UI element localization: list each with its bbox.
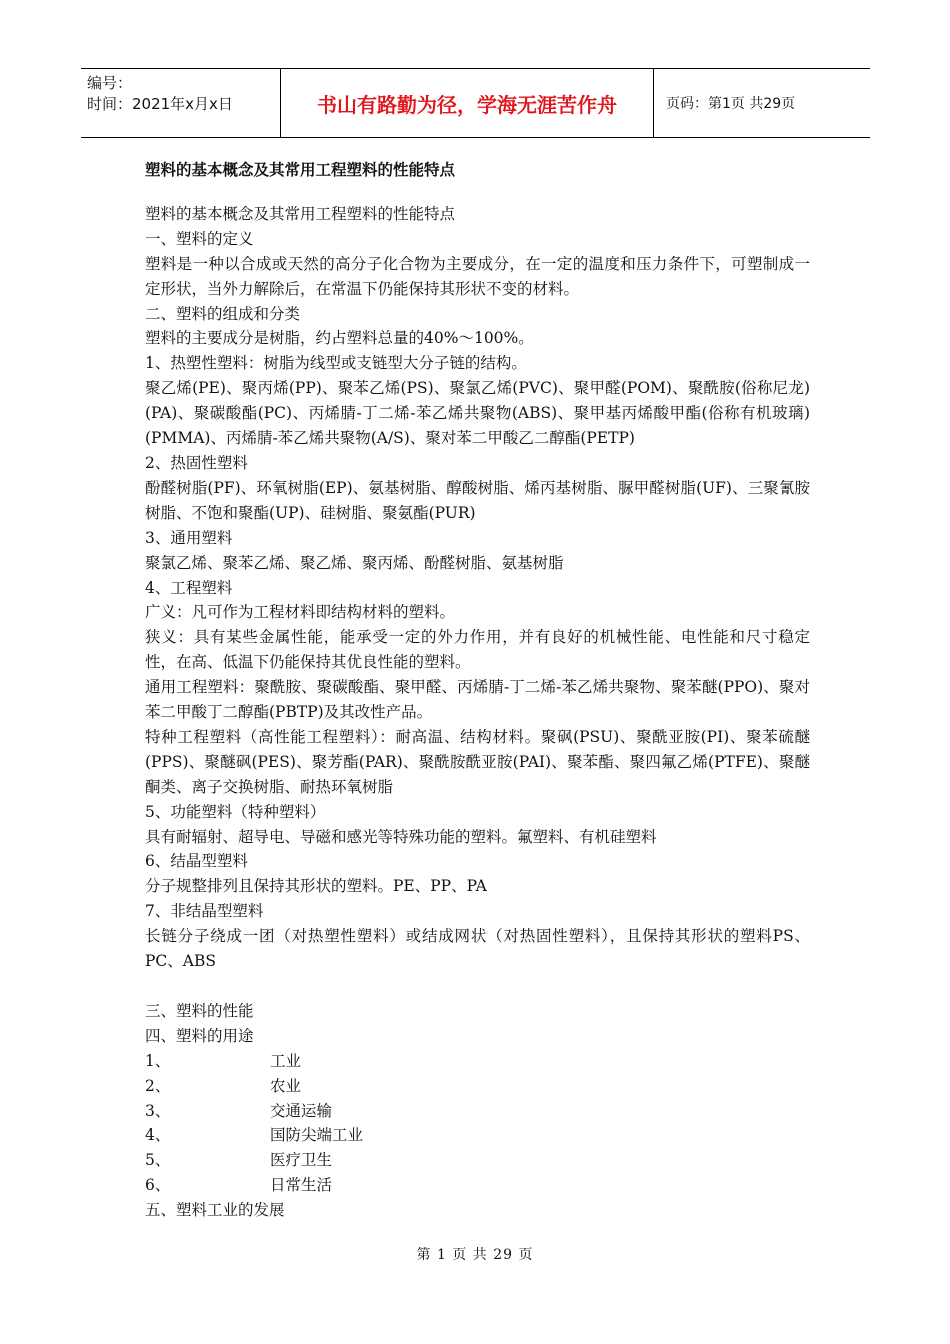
paragraph-line: 5、功能塑料（特种塑料） <box>145 802 326 821</box>
page-header <box>81 68 870 138</box>
list-item-text: 国防尖端工业 <box>270 1126 364 1145</box>
blank-line <box>145 974 810 999</box>
paragraph-line: 聚乙烯(PE)、聚丙烯(PP)、聚苯乙烯(PS)、聚氯乙烯(PVC)、聚甲醛(POM)、聚酰胺(俗称尼龙)(PA)、聚碳酸酯(PC)、丙烯腈-丁二烯-苯乙烯共聚物(ABS)、聚甲基丙烯酸甲酯(俗称有机玻璃)(PMMA)、丙烯腈-苯乙烯共聚物(A/S)、聚对苯二甲酸乙二醇酯(PETP) <box>145 379 810 448</box>
paragraph-line: 通用工程塑料：聚酰胺、聚碳酸酯、聚甲醛、丙烯腈-丁二烯-苯乙烯共聚物、聚苯醚(PPO)、聚对苯二甲酸丁二醇酯(PBTP)及其改性产品。 <box>145 678 810 722</box>
paragraph-line: 4、工程塑料 <box>145 578 233 597</box>
time-label: 时间：2021年x月x日 <box>87 95 233 113</box>
paragraph-line: 二、塑料的组成和分类 <box>145 304 301 323</box>
list-item-number: 1、 <box>145 1051 171 1070</box>
paragraph-line: 3、通用塑料 <box>145 528 233 547</box>
header-motto: 书山有路勤为径，学海无涯苦作舟 <box>281 69 654 137</box>
list-item-number: 3、 <box>145 1101 171 1120</box>
list-item <box>145 1148 810 1173</box>
list-item <box>145 1049 810 1074</box>
paragraph-line: 2、热固性塑料 <box>145 453 248 472</box>
page-footer: 第 1 页 共 29 页 <box>416 1247 534 1263</box>
list-item-number: 5、 <box>145 1151 171 1170</box>
paragraph-line: 四、塑料的用途 <box>145 1026 254 1045</box>
section-headings <box>145 999 810 1049</box>
list-item <box>145 1074 810 1099</box>
list-item-text: 日常生活 <box>270 1176 333 1195</box>
list-item-text: 农业 <box>270 1076 302 1095</box>
list-item-text: 交通运输 <box>270 1101 333 1120</box>
list-item-number: 6、 <box>145 1176 171 1195</box>
paragraph-line: 7、非结晶型塑料 <box>145 902 264 921</box>
paragraph-line: 广义：凡可作为工程材料即结构材料的塑料。 <box>145 603 456 622</box>
paragraph-line: 长链分子绕成一团（对热塑性塑料）或结成网状（对热固性塑料），且保持其形状的塑料PS、PC、ABS <box>145 927 810 971</box>
list-item-text: 工业 <box>270 1051 302 1070</box>
uses-list <box>145 1049 810 1198</box>
paragraph-line: 具有耐辐射、超导电、导磁和感光等特殊功能的塑料。氟塑料、有机硅塑料 <box>145 827 657 846</box>
paragraph-line: 6、结晶型塑料 <box>145 852 248 871</box>
list-item-number: 4、 <box>145 1126 171 1145</box>
list-item <box>145 1123 810 1148</box>
document-body <box>145 158 810 1223</box>
paragraph-line: 塑料的基本概念及其常用工程塑料的性能特点 <box>145 204 456 223</box>
paragraph-line: 特种工程塑料（高性能工程塑料）：耐高温、结构材料。聚砜(PSU)、聚酰亚胺(PI)、聚苯硫醚(PPS)、聚醚砜(PES)、聚芳酯(PAR)、聚酰胺酰亚胺(PAI)、聚苯酯、聚四氟乙烯(PTFE)、聚醚酮类、离子交换树脂、耐热环氧树脂 <box>145 727 810 796</box>
header-page-info: 页码：第1页 共29页 <box>666 96 796 112</box>
paragraph-line: 狭义：具有某些金属性能，能承受一定的外力作用，并有良好的机械性能、电性能和尺寸稳定性，在高、低温下仍能保持其优良性能的塑料。 <box>145 628 810 672</box>
list-item <box>145 1099 810 1124</box>
paragraph-line: 三、塑料的性能 <box>145 1001 254 1020</box>
section-content <box>145 202 810 974</box>
list-item-text: 医疗卫生 <box>270 1151 333 1170</box>
paragraph-line: 1、热塑性塑料：树脂为线型或支链型大分子链的结构。 <box>145 354 527 373</box>
paragraph-line: 一、塑料的定义 <box>145 229 254 248</box>
paragraph-line: 分子规整排列且保持其形状的塑料。PE、PP、PA <box>145 877 487 896</box>
section-heading-development: 五、塑料工业的发展 <box>145 1201 285 1220</box>
paragraph-line: 聚氯乙烯、聚苯乙烯、聚乙烯、聚丙烯、酚醛树脂、氨基树脂 <box>145 553 564 572</box>
document-title: 塑料的基本概念及其常用工程塑料的性能特点 <box>145 160 456 179</box>
paragraph-line: 塑料是一种以合成或天然的高分子化合物为主要成分，在一定的温度和压力条件下，可塑制成一定形状，当外力解除后，在常温下仍能保持其形状不变的材料。 <box>145 254 810 298</box>
header-meta <box>81 69 281 137</box>
paragraph-line: 酚醛树脂(PF)、环氧树脂(EP)、氨基树脂、醇酸树脂、烯丙基树脂、脲甲醛树脂(UF)、三聚氰胺树脂、不饱和聚酯(UP)、硅树脂、聚氨酯(PUR) <box>145 478 810 522</box>
paragraph-line: 塑料的主要成分是树脂，约占塑料总量的40%～100%。 <box>145 329 534 348</box>
number-label: 编号： <box>87 74 133 92</box>
list-item <box>145 1173 810 1198</box>
list-item-number: 2、 <box>145 1076 171 1095</box>
